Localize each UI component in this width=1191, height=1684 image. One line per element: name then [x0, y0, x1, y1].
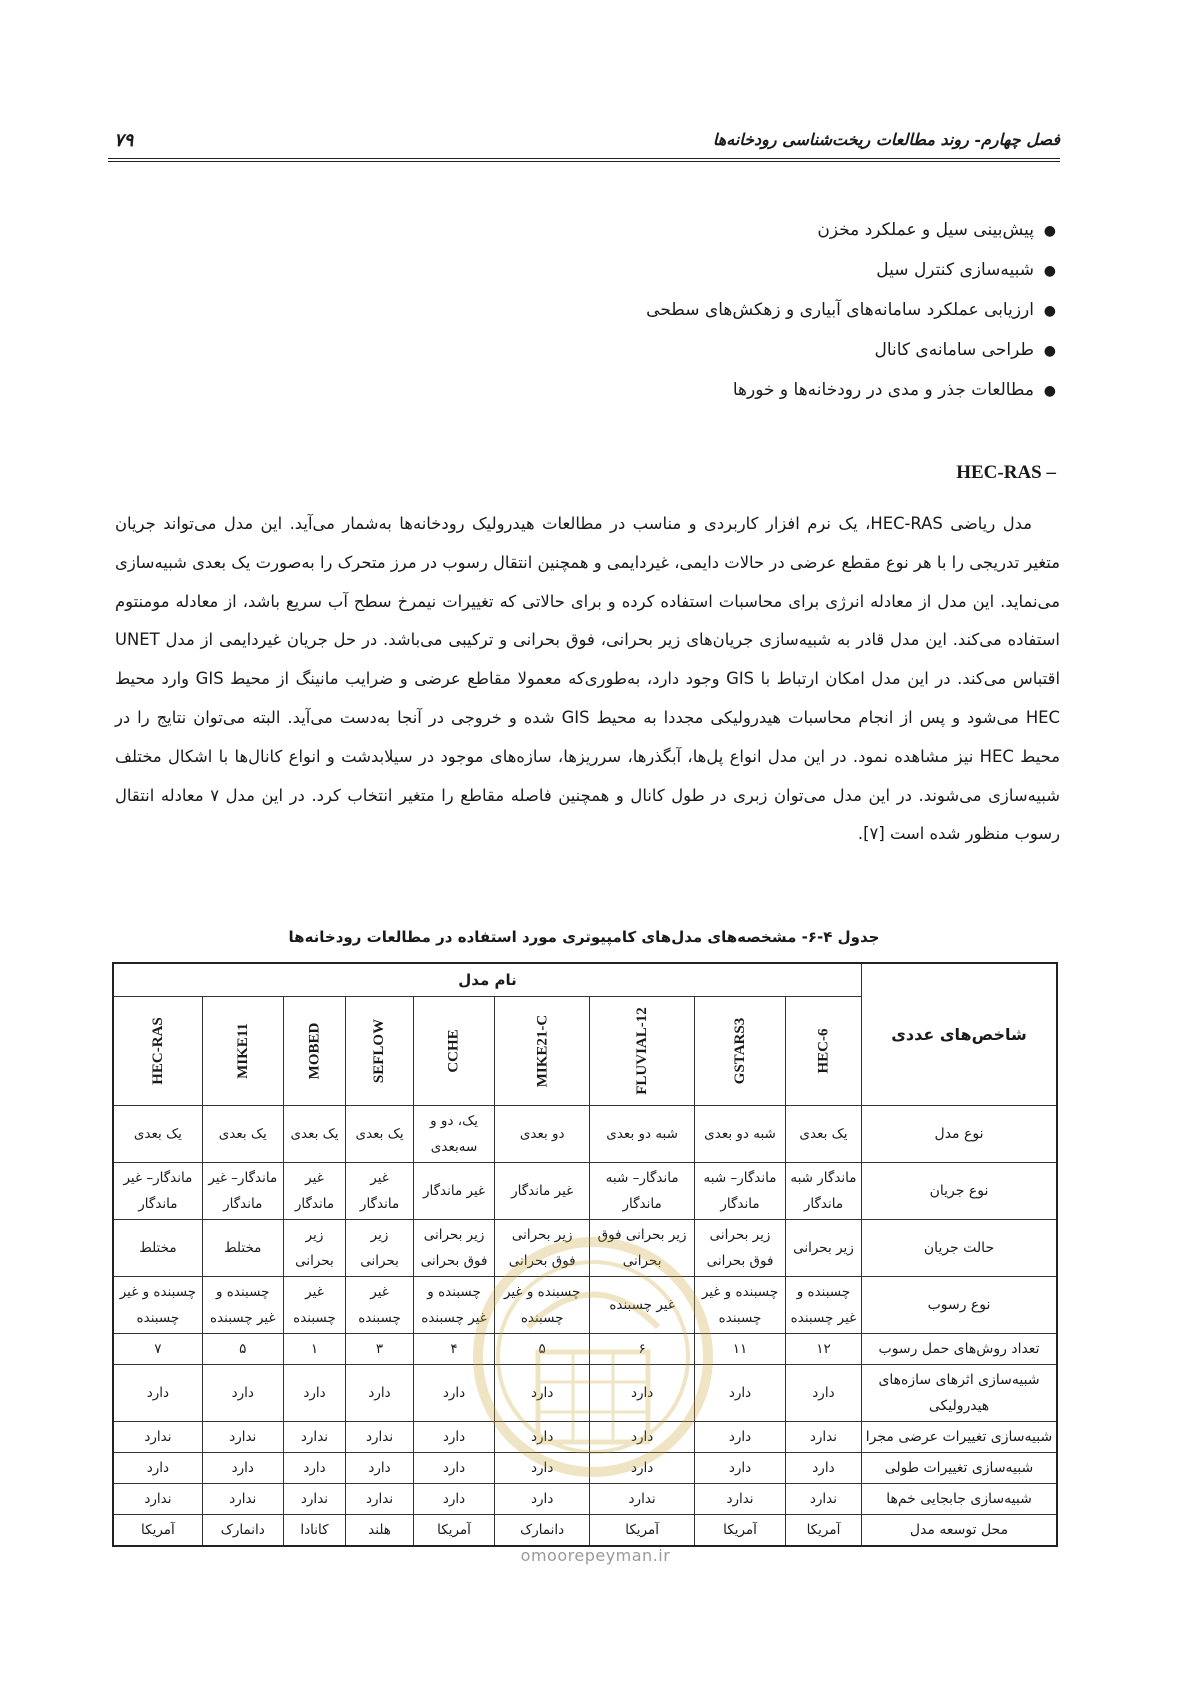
- value-cell: چسبنده و غیر چسبنده: [413, 1277, 494, 1334]
- bullet-icon: ●: [1043, 343, 1056, 359]
- value-cell: چسبنده و غیر چسبنده: [495, 1277, 590, 1334]
- value-cell: ندارد: [785, 1422, 861, 1453]
- value-cell: ۱۱: [695, 1334, 786, 1365]
- value-cell: ندارد: [202, 1484, 283, 1515]
- model-name: GSTARS3: [732, 1017, 749, 1085]
- value-cell: یک بعدی: [283, 1106, 346, 1163]
- value-cell: شبه دو بعدی: [695, 1106, 786, 1163]
- value-cell: ماندگار– شبه ماندگار: [695, 1163, 786, 1220]
- table-row: [113, 1484, 1057, 1515]
- model-group-header: نام مدل: [113, 963, 862, 997]
- value-cell: ندارد: [785, 1484, 861, 1515]
- model-header-cell: [495, 997, 590, 1106]
- value-cell: چسبنده و غیر چسبنده: [202, 1277, 283, 1334]
- list-item: ●ارزیابی عملکرد سامانه‌های آبیاری و زهکش‌های سطحی: [256, 295, 1056, 335]
- value-cell: چسبنده و غیر چسبنده: [695, 1277, 786, 1334]
- value-cell: دارد: [590, 1365, 695, 1422]
- value-cell: ندارد: [346, 1422, 414, 1453]
- watermark-logo-icon: [468, 1232, 718, 1482]
- param-cell: حالت جریان: [862, 1220, 1058, 1277]
- value-cell: ۵: [202, 1334, 283, 1365]
- value-cell: دارد: [495, 1422, 590, 1453]
- value-cell: یک بعدی: [202, 1106, 283, 1163]
- model-header-cell: [413, 997, 494, 1106]
- value-cell: ۵: [495, 1334, 590, 1365]
- param-cell: شبیه‌سازی تغییرات طولی: [862, 1453, 1058, 1484]
- param-cell: نوع جریان: [862, 1163, 1058, 1220]
- value-cell: زیر بحرانی: [346, 1220, 414, 1277]
- value-cell: ندارد: [590, 1484, 695, 1515]
- table-row: [113, 1163, 1057, 1220]
- watermark-site: omoorepeyman.ir: [520, 1546, 671, 1565]
- model-name: HEC-6: [815, 1028, 832, 1074]
- value-cell: آمریکا: [413, 1515, 494, 1547]
- value-cell: زیر بحرانی: [283, 1220, 346, 1277]
- value-cell: غیر چسبنده: [590, 1277, 695, 1334]
- value-cell: دارد: [590, 1422, 695, 1453]
- value-cell: ۳: [346, 1334, 414, 1365]
- value-cell: دارد: [495, 1365, 590, 1422]
- value-cell: ماندگار شبه ماندگار: [785, 1163, 861, 1220]
- param-cell: محل توسعه مدل: [862, 1515, 1058, 1547]
- param-cell: شبیه‌سازی اثرهای سازه‌های هیدرولیکی: [862, 1365, 1058, 1422]
- value-cell: شبه دو بعدی: [590, 1106, 695, 1163]
- value-cell: دارد: [695, 1365, 786, 1422]
- param-cell: نوع رسوب: [862, 1277, 1058, 1334]
- section-title: HEC-RAS –: [956, 462, 1056, 483]
- param-cell: شبیه‌سازی جابجایی خم‌ها: [862, 1484, 1058, 1515]
- value-cell: چسبنده و غیر چسبنده: [785, 1277, 861, 1334]
- list-item: ●شبیه‌سازی کنترل سیل: [256, 255, 1056, 295]
- value-cell: دانمارک: [202, 1515, 283, 1547]
- model-header-cell: [346, 997, 414, 1106]
- body-paragraph: مدل ریاضی HEC-RAS، یک نرم افزار کاربردی و مناسب در مطالعات هیدرولیک رودخانه‌ها به‌شمار می‌آید. این مدل می‌تواند جریان متغیر تدریجی را با هر نوع مقطع عرضی در حالات دایمی، غیردایمی و همچنین انتقال رسوب در مرز متحرک را به‌صورت یک بعدی شبیه‌سازی می‌نماید. این مدل از معادله انرژی برای محاسبات استفاده کرده و برای حالاتی که تغییرات نیمرخ سطح آب سریع باشد، از معادله مومنتوم استفاده می‌کند. این مدل قادر به شبیه‌سازی جریان‌های زیر بحرانی، فوق بحرانی و ترکیبی می‌باشد. در حل جریان غیردایمی از مدل UNET اقتباس می‌کند. در این مدل امکان ارتباط با GIS وجود دارد، به‌طوری‌که معمولا مقاطع عرضی و ضرایب مانینگ از محیط GIS وارد محیط HEC می‌شود و پس از انجام محاسبات هیدرولیکی مجددا به محیط GIS شده و خروجی در آنجا به‌دست می‌آید. البته می‌توان نتایج را در محیط HEC نیز مشاهده نمود. در این مدل انواع پل‌ها، آبگذرها، سرریزها، سازه‌های موجود در سیلابدشت و انواع کانال‌ها با اشکال مختلف شبیه‌سازی می‌شوند. در این مدل می‌توان زبری در طول کانال و همچنین فاصله مقاطع را متغیر انتخاب کرد. در این مدل ۷ معادله انتقال رسوب منظور شده است [۷].: [115, 514, 1060, 844]
- model-name: MOBED: [306, 1022, 323, 1080]
- model-header-cell: [695, 997, 786, 1106]
- value-cell: دو بعدی: [495, 1106, 590, 1163]
- bullet-icon: ●: [1043, 223, 1056, 239]
- value-cell: ندارد: [346, 1484, 414, 1515]
- value-cell: دارد: [283, 1453, 346, 1484]
- value-cell: دارد: [346, 1453, 414, 1484]
- value-cell: آمریکا: [113, 1515, 202, 1547]
- model-header-cell: [785, 997, 861, 1106]
- value-cell: ماندگار– غیر ماندگار: [113, 1163, 202, 1220]
- value-cell: ۴: [413, 1334, 494, 1365]
- model-name: FLUVIAL-12: [634, 1007, 651, 1095]
- value-cell: دارد: [785, 1453, 861, 1484]
- value-cell: غیر چسبنده: [283, 1277, 346, 1334]
- page-header: [108, 130, 1060, 162]
- param-cell: نوع مدل: [862, 1106, 1058, 1163]
- model-name: MIKE21-C: [534, 1014, 551, 1088]
- value-cell: آمریکا: [695, 1515, 786, 1547]
- value-cell: زیر بحرانی فوق بحرانی: [695, 1220, 786, 1277]
- value-cell: غیر ماندگار: [346, 1163, 414, 1220]
- value-cell: ندارد: [695, 1484, 786, 1515]
- value-cell: دارد: [413, 1365, 494, 1422]
- value-cell: غیر ماندگار: [283, 1163, 346, 1220]
- value-cell: دارد: [413, 1484, 494, 1515]
- list-item: ●پیش‌بینی سیل و عملکرد مخزن: [256, 215, 1056, 255]
- value-cell: دارد: [346, 1365, 414, 1422]
- value-cell: دارد: [495, 1484, 590, 1515]
- value-cell: ندارد: [202, 1422, 283, 1453]
- value-cell: دارد: [590, 1453, 695, 1484]
- value-cell: مختلط: [202, 1220, 283, 1277]
- value-cell: چسبنده و غیر چسبنده: [113, 1277, 202, 1334]
- bullet-icon: ●: [1043, 303, 1056, 319]
- value-cell: کانادا: [283, 1515, 346, 1547]
- bullet-icon: ●: [1043, 383, 1056, 399]
- param-cell: تعداد روش‌های حمل رسوب: [862, 1334, 1058, 1365]
- value-cell: یک بعدی: [785, 1106, 861, 1163]
- value-cell: ندارد: [283, 1422, 346, 1453]
- table-caption: جدول ۴-۶- مشخصه‌های مدل‌های کامپیوتری مورد استفاده در مطالعات رودخانه‌ها: [288, 928, 880, 946]
- value-cell: هلند: [346, 1515, 414, 1547]
- table-row: [113, 1106, 1057, 1163]
- value-cell: دارد: [283, 1365, 346, 1422]
- bullet-list: [256, 215, 1056, 415]
- value-cell: ندارد: [113, 1484, 202, 1515]
- value-cell: ماندگار– غیر ماندگار: [202, 1163, 283, 1220]
- value-cell: غیر ماندگار: [495, 1163, 590, 1220]
- value-cell: یک، دو و سه‌بعدی: [413, 1106, 494, 1163]
- param-header: شاخص‌های عددی: [862, 963, 1058, 1106]
- model-header-cell: [590, 997, 695, 1106]
- list-item: ●طراحی سامانه‌ی کانال: [256, 335, 1056, 375]
- value-cell: زیر بحرانی فوق بحرانی: [495, 1220, 590, 1277]
- model-name: HEC-RAS: [149, 1017, 166, 1085]
- page-number: ۷۹: [114, 130, 134, 151]
- value-cell: ماندگار– شبه ماندگار: [590, 1163, 695, 1220]
- value-cell: دانمارک: [495, 1515, 590, 1547]
- value-cell: ۶: [590, 1334, 695, 1365]
- value-cell: دارد: [113, 1453, 202, 1484]
- value-cell: ۱: [283, 1334, 346, 1365]
- value-cell: ۱۲: [785, 1334, 861, 1365]
- value-cell: یک بعدی: [113, 1106, 202, 1163]
- model-name: CCHE: [446, 1029, 463, 1073]
- model-header-cell: [202, 997, 283, 1106]
- value-cell: دارد: [413, 1422, 494, 1453]
- value-cell: دارد: [495, 1453, 590, 1484]
- value-cell: دارد: [413, 1453, 494, 1484]
- param-cell: شبیه‌سازی تغییرات عرضی مجرا: [862, 1422, 1058, 1453]
- value-cell: دارد: [695, 1453, 786, 1484]
- value-cell: غیر ماندگار: [413, 1163, 494, 1220]
- value-cell: آمریکا: [590, 1515, 695, 1547]
- value-cell: مختلط: [113, 1220, 202, 1277]
- value-cell: ۷: [113, 1334, 202, 1365]
- value-cell: دارد: [202, 1365, 283, 1422]
- list-item: ●مطالعات جذر و مدی در رودخانه‌ها و خورها: [256, 375, 1056, 415]
- value-cell: ندارد: [113, 1422, 202, 1453]
- value-cell: زیر بحرانی: [785, 1220, 861, 1277]
- value-cell: دارد: [113, 1365, 202, 1422]
- chapter-title: فصل چهارم- روند مطالعات ریخت‌شناسی رودخانه‌ها: [712, 130, 1060, 149]
- value-cell: دارد: [202, 1453, 283, 1484]
- value-cell: آمریکا: [785, 1515, 861, 1547]
- model-header-cell: [283, 997, 346, 1106]
- model-name: SEFLOW: [371, 1018, 388, 1084]
- value-cell: ندارد: [283, 1484, 346, 1515]
- bullet-icon: ●: [1043, 263, 1056, 279]
- value-cell: غیر چسبنده: [346, 1277, 414, 1334]
- model-name: MIKE11: [234, 1023, 251, 1079]
- value-cell: دارد: [695, 1422, 786, 1453]
- value-cell: دارد: [785, 1365, 861, 1422]
- value-cell: زیر بحرانی فوق بحرانی: [413, 1220, 494, 1277]
- value-cell: یک بعدی: [346, 1106, 414, 1163]
- value-cell: زیر بحرانی فوق بحرانی: [590, 1220, 695, 1277]
- table-row: [113, 1515, 1057, 1547]
- model-header-cell: [113, 997, 202, 1106]
- table-header-row: [113, 963, 1057, 997]
